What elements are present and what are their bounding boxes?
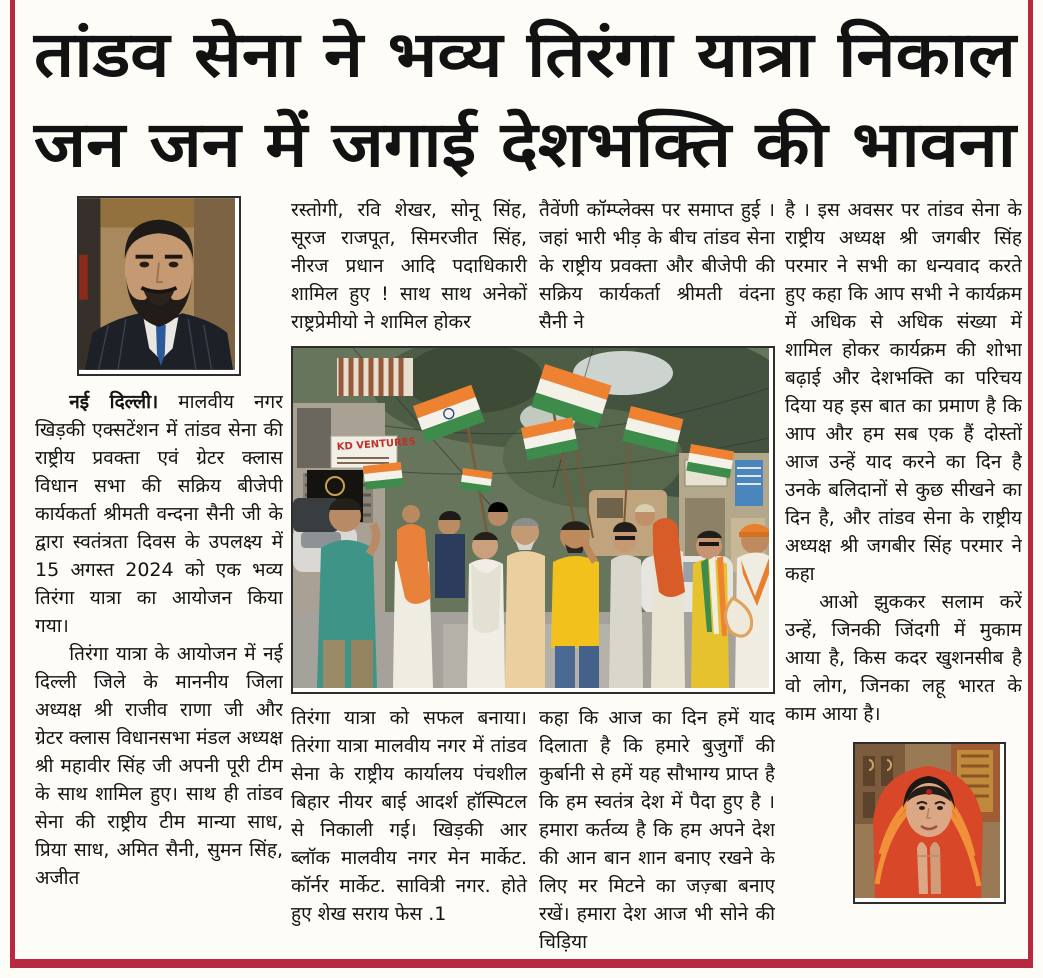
right-border-rule (1028, 0, 1033, 966)
mid-top-row (291, 196, 775, 336)
col1-paragraph-1 (35, 388, 283, 640)
mid-bottom-row (291, 704, 775, 952)
column-2-bottom: तिरंगा यात्रा को सफल बनाया। तिरंगा यात्रा मालवीय नगर में तांडव सेना के राष्ट्रीय कार्यालय पंचशील बिहार नीयर बाई आदर्श हॉस्पिटल से निकाली गई। खिड़की आर ब्लॉक मालवीय नगर मेन मार्केट. कॉर्नर मार्केट. सावित्री नगर. होते हुए शेख सराय फेस .1 (291, 707, 527, 925)
middle-columns (291, 196, 775, 952)
column-4 (785, 196, 1022, 964)
headline (32, 12, 1022, 188)
col1-paragraph-1-text: मालवीय नगर खिड़की एक्सटेंशन में तांडव सेना की राष्ट्रीय प्रवक्ता एवं ग्रेटर क्लास विधान सभा की सक्रिय बीजेपी कार्यकर्ता श्रीमती वन्दना सैनी जी के द्वारा स्वतंत्रता दिवस के उपलक्ष्य में 15 अगस्त 2024 को एक भव्य तिरंगा यात्रा का आयोजन किया गया। (35, 391, 283, 637)
column-3-bottom: कहा कि आज का दिन हमें याद दिलाता है कि हमारे बुजुर्गों की कुर्बानी से हमें यह सौभाग्य प्राप्त है कि हम स्वतंत्र देश में पैदा हुए है । हमारा कर्तव्य है कि हम अपने देश की आन बान शान बनाए रखने के लिए मर मिटने का जज़्बा बनाए रखें। हमारा देश आज भी सोने की चिड़िया (539, 707, 775, 952)
crowd-photo-image (293, 348, 769, 688)
woman-portrait-image (855, 744, 1000, 898)
column-3-top: तैवेंणी कॉम्प्लेक्स पर समाप्त हुई । जहां भारी भीड़ के बीच तांडव सेना के राष्ट्रीय प्रवक्ता और बीजेपी की सक्रिय कार्यकर्ता श्रीमती वंदना सैनी ने (539, 199, 775, 333)
left-border-rule (10, 0, 15, 966)
headline-line-1: तांडव सेना ने भव्य तिरंगा यात्रा निकाल (32, 18, 1019, 91)
headline-line-2: जन जन में जगाई देशभक्ति की भावना (32, 108, 1019, 181)
col4-paragraph-2: आओ झुककर सलाम करें उन्हें, जिनकी जिंदगी में मुकाम आया है, किस कदर खुशनसीब है वो लोग, जिनका लहू भारत के काम आया है। (785, 591, 1022, 725)
portrait-photo-man (77, 196, 241, 376)
col4-paragraph-1: है । इस अवसर पर तांडव सेना के राष्ट्रीय अध्यक्ष श्री जगबीर सिंह परमार ने सभी का धन्यवाद करते हुए कहा कि आप सभी ने कार्यक्रम में अधिक से अधिक संख्या में शामिल होकर कार्यक्रम की शोभा बढ़ाई और देशभक्ति का परिचय दिया यह इस बात का प्रमाण है कि आप और हम सब एक हैं दोस्तों आज उन्हें याद करने का दिन है उनके बलिदानों से कुछ सीखने का दिन है, और तांडव सेना के राष्ट्रीय अध्यक्ष श्री जगबीर सिंह परमार ने कहा (785, 199, 1022, 585)
column-2-top: रस्तोगी, रवि शेखर, सोनू सिंह, सूरज राजपूत, सिमरजीत सिंह, नीरज प्रधान आदि पदाधिकारी शामिल हुए ! साथ साथ अनेकों राष्ट्रप्रेमीयो ने शामिल होकर (291, 199, 527, 333)
col1-paragraph-2: तिरंगा यात्रा के आयोजन में नई दिल्ली जिले के माननीय जिला अध्यक्ष श्री राजीव राणा जी और ग्रेटर क्लास विधानसभा मंडल अध्यक्ष श्री महावीर सिंह जी अपनी पूरी टीम के साथ शामिल हुए। साथ ही तांडव सेना की राष्ट्रीय टीम मान्या साध, प्रिया साध, अमित सैनी, सुमन सिंह, अजीत (35, 643, 283, 889)
shop-sign-kd-ventures: KD VENTURES (336, 436, 417, 453)
man-portrait-image (79, 198, 235, 370)
dateline: नई दिल्ली। (69, 391, 159, 413)
crowd-photo (291, 346, 775, 694)
indian-flag-icon (363, 462, 403, 490)
portrait-photo-woman (853, 742, 1006, 904)
bindi (926, 789, 932, 795)
indian-flag-icon (460, 468, 493, 493)
column-1 (35, 196, 283, 952)
